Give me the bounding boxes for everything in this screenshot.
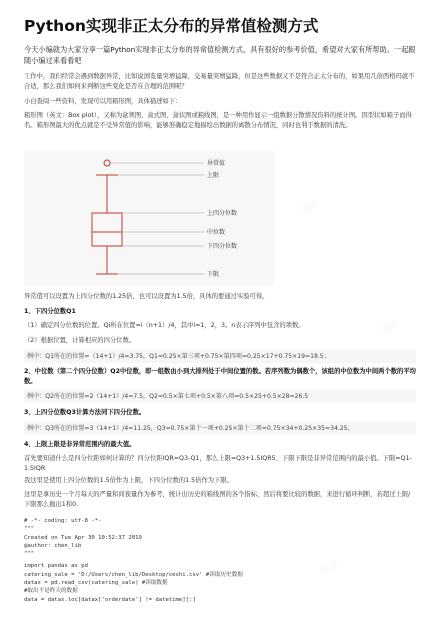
code-line: datax = pd.read_csv(catering_sale) #读取数据 — [24, 580, 168, 587]
example-q2: 例中：Q2所在的位置=2（14+1）/4=7.5，Q2=0.5×第七项+0.5×第八项=0.5×25+0.5×28=26.5 — [24, 390, 416, 403]
step-compute: （2）根据位置，计算相应的四分位数。 — [24, 337, 136, 344]
label-outlier: 异常值 — [207, 160, 226, 167]
heading-median: 2、中位数（第二个四分位数）Q2中位数，即一组数由小到大排列处于中间位置的数。若序列数为偶数个，该组的中位数为中间两个数的平均数。 — [24, 368, 416, 385]
code-line: """ — [24, 551, 35, 558]
code-line: # -*- coding: utf-8 -*- — [24, 518, 102, 524]
heading-q3: 3、上四分位数Q3计算方法同下四分位数。 — [24, 409, 146, 416]
paragraph-multiplier: 我这里是使用上四分位数的1.5倍作为上限，下四分位数的1.5倍作为下限。 — [24, 477, 233, 484]
label-median: 中位数 — [207, 229, 226, 236]
example-q3: 例中：Q3所在的位置=3（14+1）/4=11.25，Q3=0.75×第十一项+0.25×第十二项=0.75×34+0.25×35=34.25。 — [24, 422, 416, 435]
watermark: 试读 — [299, 199, 321, 217]
intro-paragraph: 今天小编就为大家分享一篇Python实现非正太分布的异常值检测方式，具有很好的参考价值，希望对大家有所帮助。一起跟随小编过来看看吧 — [24, 45, 416, 65]
code-line: @author: chen_lib — [24, 542, 82, 549]
paragraph-history: 这里是拿历史一个月每天的严量和间夜量作为参考，统计出历史的箱线图的各个指标，然后将要比较的数据，来进行循环判断，若超过上限/下限那么抛出1和0. — [24, 491, 411, 508]
heading-limits: 4、上限上限是非异常范围内的最大值。 — [24, 441, 136, 448]
label-lower: 下限 — [207, 271, 220, 278]
code-line: data = datax.loc[datax['orderdate'] != datetime][:] — [24, 596, 196, 603]
page-title: Python实现非正太分布的异常值检测方式 — [24, 17, 319, 35]
paragraph-iqr: 首先要知道什么是四分位距如何计算的？四分位距IQR=Q3-Q1，那么上限=Q3+1.5IQR5、下限下限是非异常范围内的最小值。下限=Q1-1.5IQR — [24, 455, 412, 472]
code-line: catering_sale = 'D:/Users/chen_lib/Desktop/ceshi.csv' #读取历史数据 — [24, 571, 243, 578]
watermark: 试读 — [379, 319, 401, 337]
example-q1: 例中：Q1所在的位置=（14+1）/4=3.75，Q1=0.25×第三项+0.75×第四项=0.25×17+0.75×19=18.5； — [24, 350, 416, 363]
heading-q1: 1、下四分位数Q1 — [24, 308, 76, 315]
step-position: （1）确定四分位数的位置。Qi所在位置=i（n+1）/4，其中i=1，2，3。n表示序列中包含的项数。 — [24, 322, 305, 329]
code-line: """ — [24, 526, 35, 533]
code-line: #取出不是昨天的数据 — [24, 588, 78, 595]
boxplot-diagram — [24, 150, 274, 286]
paragraph-lookup: 小白查阅一些资料，发现可以用箱形图，具体描述如下： — [24, 98, 182, 105]
code-block — [24, 517, 416, 604]
paragraph-outlier-setting: 异常值可以设置为上四分位数的1.25倍，也可以设置为1.5倍，具体的要通过实验可得。 — [24, 293, 269, 300]
paragraph-work: 工作中，我们经常会遇到数据异常，比如说浏览量突增猛降，交易量突增猛降，但是这些数据又不是符合正太分布的，如果用几倍西格玛就不合适，那么我们如何来判断这些变化是否在合理的范围呢？ — [24, 73, 415, 90]
label-q3: 上四分位数 — [207, 210, 238, 217]
label-upper: 上限 — [207, 172, 220, 179]
label-q1: 下四分位数 — [207, 243, 238, 250]
diagram-background — [24, 150, 274, 286]
code-line: import pandas as pd — [24, 563, 88, 570]
paragraph-boxplot-def: 箱形图（英文：Box plot），又称为盒须图、盒式图、盒状图或箱线图，是一种用作显示一组数据分散情况资料的统计图。因型状如箱子而得名。箱形图最大的优点就是不受异常值的影响，能够准确稳定地描绘出数据的离散分布情况，同时也利于数据的清洗。 — [24, 112, 412, 129]
watermark: 试读 — [319, 559, 341, 577]
code-line: Created on Tue Apr 30 10:52:37 2019 — [24, 534, 142, 541]
